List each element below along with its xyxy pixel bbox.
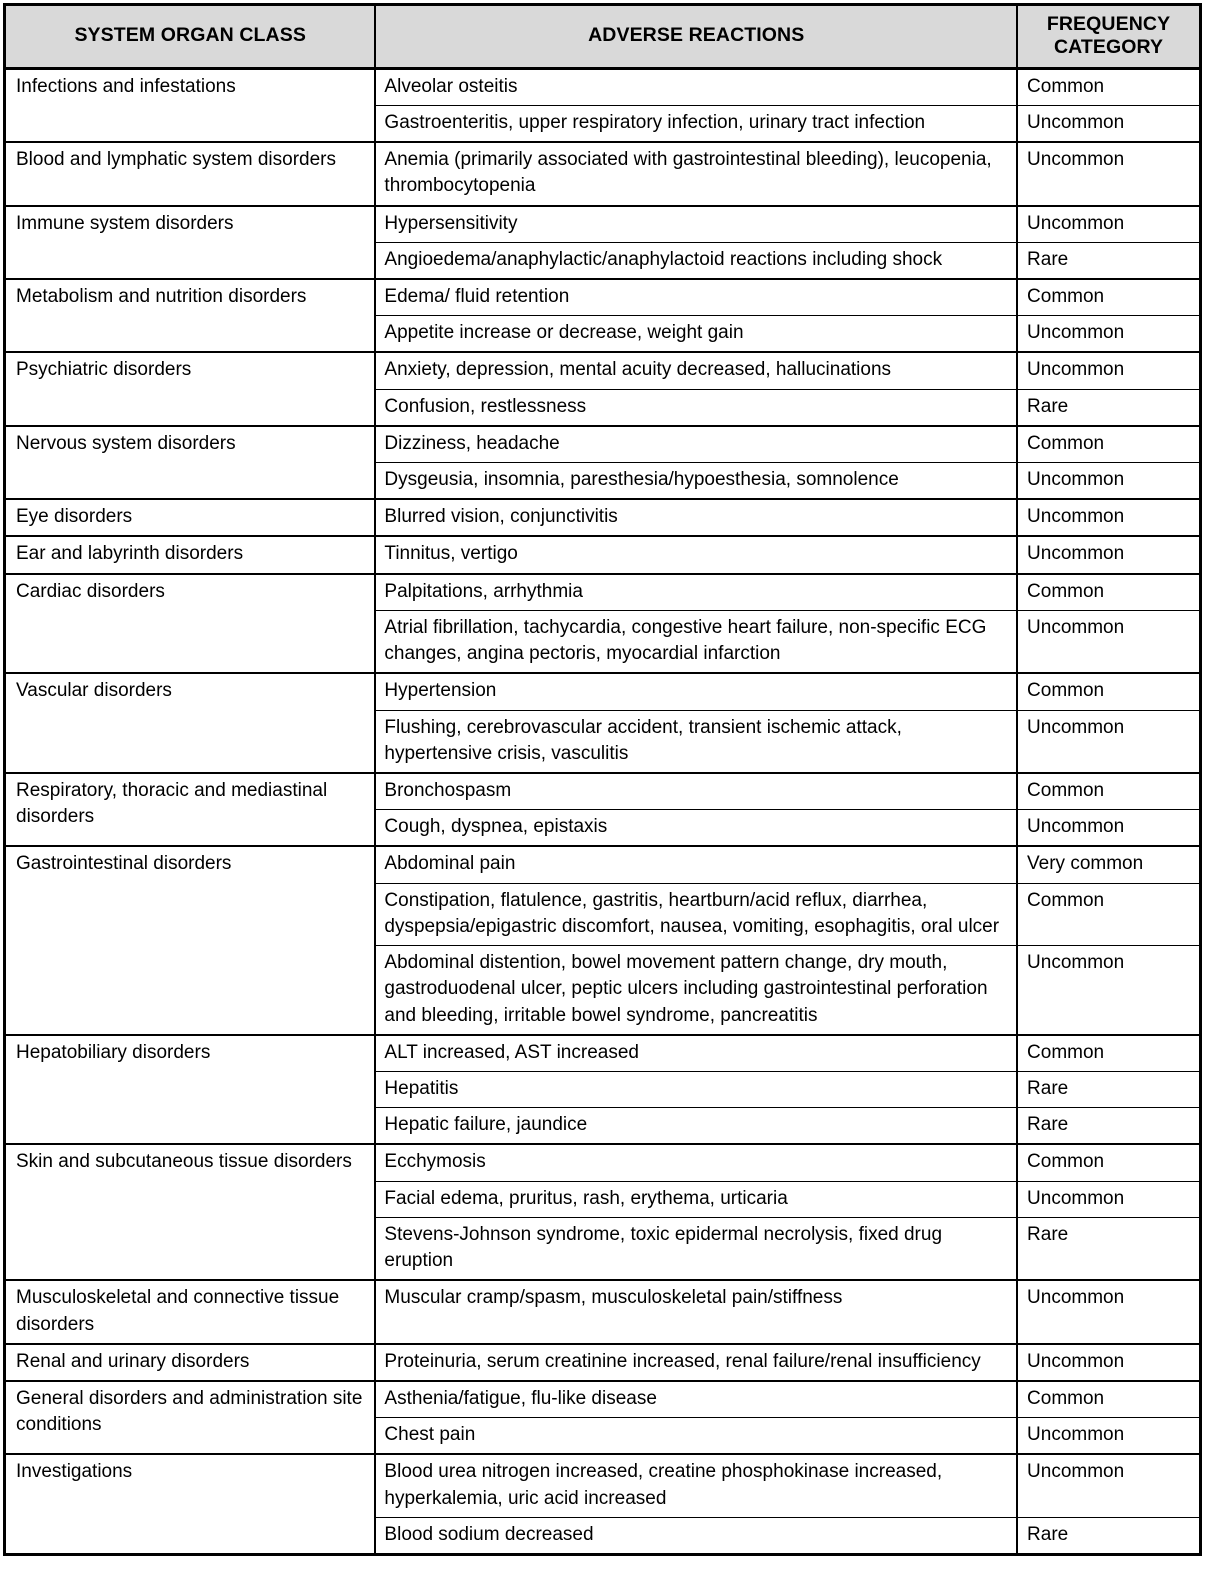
cell-frequency-category: Uncommon [1017, 710, 1200, 773]
table-row [5, 499, 1201, 536]
cell-frequency-category: Common [1017, 279, 1200, 316]
cell-adverse-reactions: Hepatic failure, jaundice [375, 1108, 1017, 1145]
cell-frequency-category: Rare [1017, 1108, 1200, 1145]
cell-frequency-category: Uncommon [1017, 1181, 1200, 1217]
cell-system-organ-class: Ear and labyrinth disorders [5, 536, 376, 573]
table-row [5, 426, 1201, 463]
table-row [5, 1280, 1201, 1343]
table-row [5, 68, 1201, 105]
cell-frequency-category: Common [1017, 1381, 1200, 1418]
cell-frequency-category: Uncommon [1017, 946, 1200, 1035]
table-row [5, 536, 1201, 573]
cell-system-organ-class: Vascular disorders [5, 673, 376, 773]
table-row [5, 1144, 1201, 1181]
cell-adverse-reactions: Appetite increase or decrease, weight gain [375, 316, 1017, 353]
cell-adverse-reactions: Cough, dyspnea, epistaxis [375, 810, 1017, 847]
cell-adverse-reactions: Ecchymosis [375, 1144, 1017, 1181]
cell-adverse-reactions: Muscular cramp/spasm, musculoskeletal pain/stiffness [375, 1280, 1017, 1343]
cell-frequency-category: Uncommon [1017, 1454, 1200, 1517]
table-row [5, 673, 1201, 710]
cell-system-organ-class: General disorders and administration site conditions [5, 1381, 376, 1454]
cell-frequency-category: Uncommon [1017, 1344, 1200, 1381]
cell-adverse-reactions: ALT increased, AST increased [375, 1035, 1017, 1072]
cell-adverse-reactions: Gastroenteritis, upper respiratory infection, urinary tract infection [375, 105, 1017, 142]
cell-adverse-reactions: Abdominal pain [375, 846, 1017, 883]
table-row [5, 846, 1201, 883]
cell-adverse-reactions: Dysgeusia, insomnia, paresthesia/hypoesthesia, somnolence [375, 463, 1017, 500]
cell-frequency-category: Uncommon [1017, 499, 1200, 536]
adverse-reactions-table [3, 3, 1202, 1556]
cell-system-organ-class: Cardiac disorders [5, 574, 376, 674]
cell-frequency-category: Uncommon [1017, 1280, 1200, 1343]
header-row [5, 5, 1201, 69]
cell-frequency-category: Uncommon [1017, 142, 1200, 205]
cell-adverse-reactions: Edema/ fluid retention [375, 279, 1017, 316]
cell-system-organ-class: Skin and subcutaneous tissue disorders [5, 1144, 376, 1280]
cell-system-organ-class: Investigations [5, 1454, 376, 1554]
cell-frequency-category: Common [1017, 574, 1200, 611]
cell-frequency-category: Uncommon [1017, 105, 1200, 142]
table-body [5, 68, 1201, 1554]
cell-frequency-category: Uncommon [1017, 1418, 1200, 1455]
cell-adverse-reactions: Anxiety, depression, mental acuity decreased, hallucinations [375, 352, 1017, 389]
cell-system-organ-class: Gastrointestinal disorders [5, 846, 376, 1034]
cell-adverse-reactions: Bronchospasm [375, 773, 1017, 810]
table-row [5, 206, 1201, 243]
table-header [5, 5, 1201, 69]
cell-frequency-category: Common [1017, 673, 1200, 710]
table-row [5, 142, 1201, 205]
cell-adverse-reactions: Blurred vision, conjunctivitis [375, 499, 1017, 536]
cell-frequency-category: Common [1017, 426, 1200, 463]
cell-frequency-category: Common [1017, 883, 1200, 945]
document-page [0, 3, 1205, 1596]
cell-frequency-category: Rare [1017, 1517, 1200, 1554]
cell-frequency-category: Uncommon [1017, 536, 1200, 573]
cell-system-organ-class: Musculoskeletal and connective tissue disorders [5, 1280, 376, 1343]
column-header-system-organ-class: SYSTEM ORGAN CLASS [5, 5, 376, 69]
cell-frequency-category: Uncommon [1017, 610, 1200, 673]
cell-system-organ-class: Renal and urinary disorders [5, 1344, 376, 1381]
column-header-frequency-category [1017, 5, 1200, 69]
table-row [5, 773, 1201, 810]
cell-adverse-reactions: Stevens-Johnson syndrome, toxic epidermal necrolysis, fixed drug eruption [375, 1217, 1017, 1280]
table-row [5, 1381, 1201, 1418]
cell-frequency-category: Uncommon [1017, 206, 1200, 243]
cell-adverse-reactions: Confusion, restlessness [375, 389, 1017, 426]
cell-system-organ-class: Psychiatric disorders [5, 352, 376, 425]
column-header-frequency-line2: CATEGORY [1053, 35, 1164, 58]
cell-adverse-reactions: Asthenia/fatigue, flu-like disease [375, 1381, 1017, 1418]
cell-system-organ-class: Nervous system disorders [5, 426, 376, 499]
cell-frequency-category: Common [1017, 68, 1200, 105]
cell-frequency-category: Uncommon [1017, 810, 1200, 847]
cell-frequency-category: Uncommon [1017, 463, 1200, 500]
cell-adverse-reactions: Palpitations, arrhythmia [375, 574, 1017, 611]
cell-frequency-category: Common [1017, 1144, 1200, 1181]
cell-system-organ-class: Blood and lymphatic system disorders [5, 142, 376, 205]
cell-adverse-reactions: Abdominal distention, bowel movement pattern change, dry mouth, gastroduodenal ulcer, peptic ulcers including gastrointestinal perforation and bleeding, irritable bowel syndrome, pancreatitis [375, 946, 1017, 1035]
cell-adverse-reactions: Facial edema, pruritus, rash, erythema, urticaria [375, 1181, 1017, 1217]
cell-adverse-reactions: Flushing, cerebrovascular accident, transient ischemic attack, hypertensive crisis, vasculitis [375, 710, 1017, 773]
cell-system-organ-class: Infections and infestations [5, 68, 376, 142]
table-row [5, 352, 1201, 389]
cell-adverse-reactions: Hypertension [375, 673, 1017, 710]
cell-frequency-category: Rare [1017, 1217, 1200, 1280]
column-header-adverse-reactions: ADVERSE REACTIONS [375, 5, 1017, 69]
cell-frequency-category: Common [1017, 773, 1200, 810]
cell-adverse-reactions: Hepatitis [375, 1071, 1017, 1107]
cell-adverse-reactions: Constipation, flatulence, gastritis, heartburn/acid reflux, diarrhea, dyspepsia/epigastric discomfort, nausea, vomiting, esophagitis, oral ulcer [375, 883, 1017, 945]
cell-adverse-reactions: Dizziness, headache [375, 426, 1017, 463]
cell-adverse-reactions: Anemia (primarily associated with gastrointestinal bleeding), leucopenia, thrombocytopenia [375, 142, 1017, 205]
column-header-frequency-line1: FREQUENCY [1046, 13, 1171, 35]
cell-system-organ-class: Metabolism and nutrition disorders [5, 279, 376, 352]
cell-adverse-reactions: Blood sodium decreased [375, 1517, 1017, 1554]
cell-adverse-reactions: Hypersensitivity [375, 206, 1017, 243]
table-row [5, 1454, 1201, 1517]
cell-adverse-reactions: Proteinuria, serum creatinine increased, renal failure/renal insufficiency [375, 1344, 1017, 1381]
cell-frequency-category: Rare [1017, 1071, 1200, 1107]
cell-adverse-reactions: Alveolar osteitis [375, 68, 1017, 105]
cell-system-organ-class: Respiratory, thoracic and mediastinal disorders [5, 773, 376, 846]
cell-adverse-reactions: Angioedema/anaphylactic/anaphylactoid reactions including shock [375, 242, 1017, 279]
table-row [5, 1344, 1201, 1381]
cell-system-organ-class: Eye disorders [5, 499, 376, 536]
cell-adverse-reactions: Blood urea nitrogen increased, creatine phosphokinase increased, hyperkalemia, uric acid increased [375, 1454, 1017, 1517]
cell-system-organ-class: Immune system disorders [5, 206, 376, 279]
table-row [5, 279, 1201, 316]
cell-frequency-category: Rare [1017, 242, 1200, 279]
cell-frequency-category: Uncommon [1017, 316, 1200, 353]
cell-adverse-reactions: Tinnitus, vertigo [375, 536, 1017, 573]
table-row [5, 1035, 1201, 1072]
cell-frequency-category: Uncommon [1017, 352, 1200, 389]
cell-frequency-category: Rare [1017, 389, 1200, 426]
cell-frequency-category: Common [1017, 1035, 1200, 1072]
cell-adverse-reactions: Atrial fibrillation, tachycardia, congestive heart failure, non-specific ECG changes, angina pectoris, myocardial infarction [375, 610, 1017, 673]
cell-adverse-reactions: Chest pain [375, 1418, 1017, 1455]
table-row [5, 574, 1201, 611]
cell-frequency-category: Very common [1017, 846, 1200, 883]
cell-system-organ-class: Hepatobiliary disorders [5, 1035, 376, 1145]
